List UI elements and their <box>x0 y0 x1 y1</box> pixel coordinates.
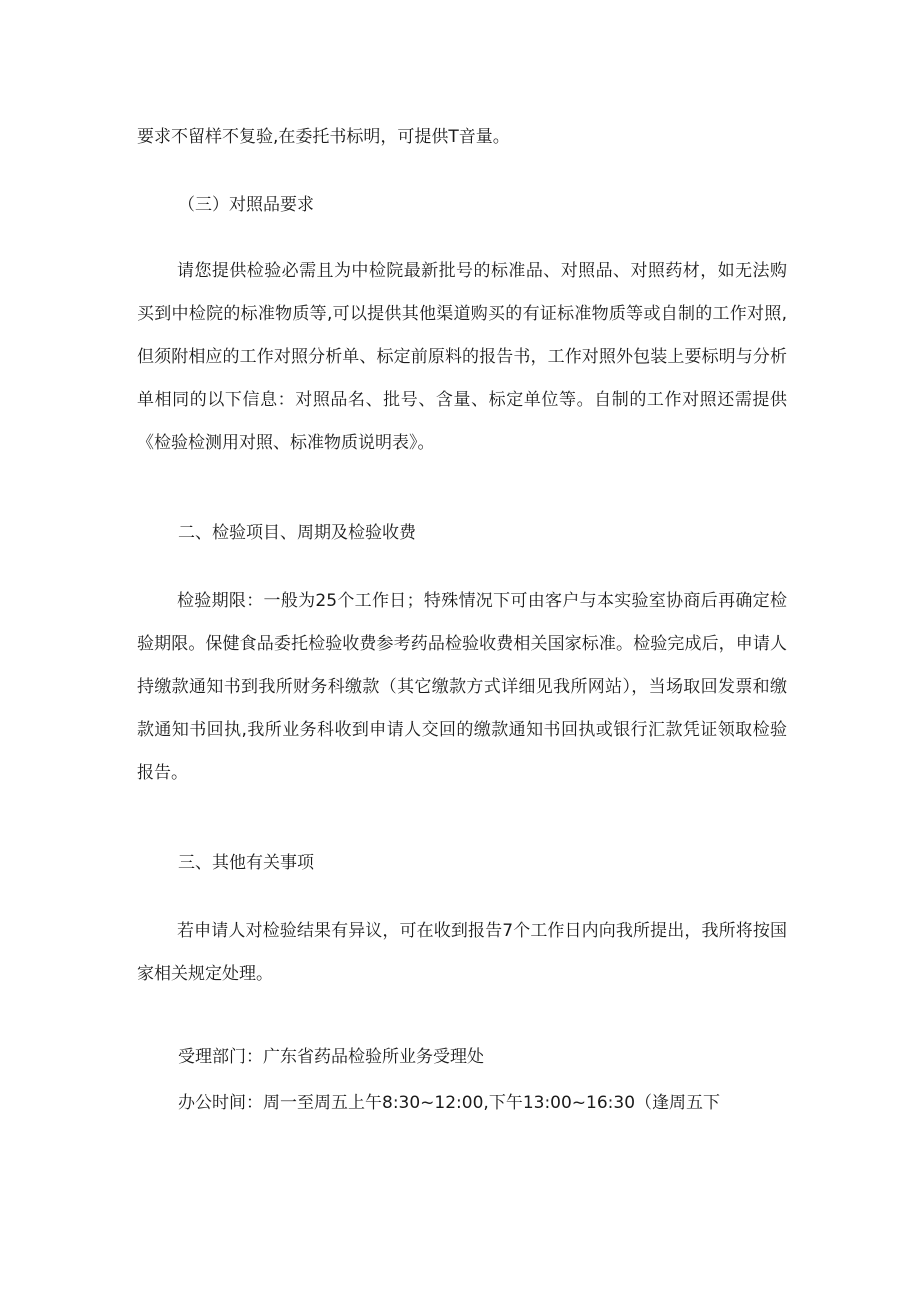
office-hours-line: 办公时间：周一至周五上午8:30~12:00,下午13:00~16:30（逢周五下 <box>178 1093 721 1113</box>
continued-line: 要求不留样不复验,在委托书标明，可提供T音量。 <box>137 127 510 147</box>
paragraph-objection: 若申请人对检验结果有异议，可在收到报告7个工作日内向我所提出，我所将按国家相关规定处理。 <box>137 921 787 984</box>
section-heading-inspection-items: 二、检验项目、周期及检验收费 <box>178 523 416 543</box>
paragraph-reference-standards: 请您提供检验必需且为中检院最新批号的标准品、对照品、对照药材，如无法购买到中检院的标准物质等,可以提供其他渠道购买的有证标准物质等或自制的工作对照,但须附相应的工作对照分析单、标定前原料的报告书，工作对照外包装上要标明与分析单相同的以下信息：对照品名、批号、含量、标定单位等。自制的工作对照还需提供《检验检测用对照、标准物质说明表》。 <box>137 261 787 453</box>
department-line: 受理部门：广东省药品检验所业务受理处 <box>178 1047 484 1067</box>
paragraph-inspection-period: 检验期限：一般为25个工作日；特殊情况下可由客户与本实验室协商后再确定检验期限。保健食品委托检验收费参考药品检验收费相关国家标准。检验完成后，申请人持缴款通知书到我所财务科缴款（其它缴款方式详细见我所网站），当场取回发票和缴款通知书回执,我所业务科收到申请人交回的缴款通知书回执或银行汇款凭证领取检验报告。 <box>137 591 787 783</box>
section-heading-reference-standards: （三）对照品要求 <box>178 195 314 215</box>
section-heading-other-matters: 三、其他有关事项 <box>178 853 314 873</box>
